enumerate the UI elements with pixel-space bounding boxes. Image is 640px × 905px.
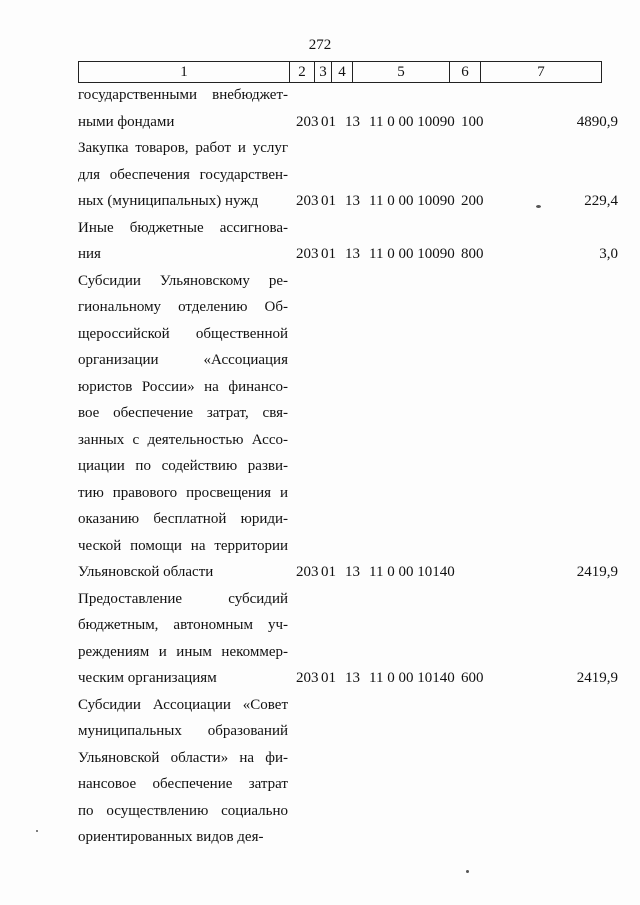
description-line: реждениям и иным некоммер- xyxy=(78,643,288,660)
description-line: оказанию бесплатной юриди- xyxy=(78,511,288,527)
cell-c7: 229,4 xyxy=(584,193,618,209)
row-codes xyxy=(288,665,618,692)
description-line: ния xyxy=(78,246,101,262)
cell-c5: 11 0 00 10090 xyxy=(369,193,455,209)
cell-c7: 4890,9 xyxy=(576,113,618,130)
description-line: циации по содействию разви- xyxy=(78,458,288,474)
description-line: юристов России» на финансо- xyxy=(78,378,288,395)
cell-c3 xyxy=(321,824,345,851)
table-row xyxy=(78,82,618,135)
description-line: организации «Ассоциация xyxy=(78,352,288,368)
cell-c6 xyxy=(461,824,501,851)
cell-c4 xyxy=(345,824,365,851)
description-line: Предоставление субсидий xyxy=(78,590,288,607)
cell-c5: 11 0 00 10090 xyxy=(369,113,455,130)
description-line: по осуществлению социально xyxy=(78,802,288,819)
row-description xyxy=(78,586,288,692)
table-row xyxy=(78,692,618,851)
header-col-6: 6 xyxy=(450,62,481,83)
table-row xyxy=(78,268,618,586)
description-line: Иные бюджетные ассигнова- xyxy=(78,219,288,236)
cell-c2: 203 xyxy=(296,113,319,130)
description-line: Закупка товаров, работ и услуг xyxy=(78,140,288,156)
cell-c6: 800 xyxy=(461,246,484,262)
cell-c4: 13 xyxy=(345,564,360,580)
row-codes xyxy=(288,109,618,136)
cell-c5: 11 0 00 10090 xyxy=(369,246,455,262)
row-codes xyxy=(288,824,618,851)
table-row xyxy=(78,586,618,692)
row-description xyxy=(78,268,288,586)
cell-c3: 01 xyxy=(321,670,336,686)
description-line: нансовое обеспечение затрат xyxy=(78,776,288,792)
cell-c7: 3,0 xyxy=(599,246,618,262)
cell-c2: 203 xyxy=(296,670,319,686)
row-codes xyxy=(288,241,618,268)
cell-c6: 600 xyxy=(461,670,484,686)
row-description xyxy=(78,692,288,851)
description-line: ориентированных видов дея- xyxy=(78,829,264,845)
description-line: ческой помощи на территории xyxy=(78,537,288,554)
header-col-5: 5 xyxy=(353,62,450,83)
cell-c3: 01 xyxy=(321,564,336,580)
description-line: муниципальных образований xyxy=(78,723,288,739)
cell-c3: 01 xyxy=(321,113,336,130)
cell-c6 xyxy=(461,559,501,586)
header-col-3: 3 xyxy=(315,62,332,83)
description-line: вое обеспечение затрат, свя- xyxy=(78,405,288,421)
cell-c3: 01 xyxy=(321,246,336,262)
description-line: ными фондами xyxy=(78,113,175,130)
cell-c4: 13 xyxy=(345,193,360,209)
cell-c5: 11 0 00 10140 xyxy=(369,564,455,580)
description-line: Ульяновской области» на фи- xyxy=(78,749,288,766)
row-description xyxy=(78,215,288,268)
cell-c7: 2419,9 xyxy=(576,670,618,686)
cell-c2: 203 xyxy=(296,564,319,580)
scan-speck xyxy=(36,830,38,832)
scan-speck xyxy=(466,870,469,873)
cell-c7: 2419,9 xyxy=(576,564,618,580)
row-codes xyxy=(288,188,618,215)
description-line: Субсидии Ульяновскому ре- xyxy=(78,272,288,289)
budget-table-body xyxy=(78,82,618,851)
cell-c4: 13 xyxy=(345,246,360,262)
table-row xyxy=(78,215,618,268)
header-col-2: 2 xyxy=(290,62,315,83)
description-line: тию правового просвещения и xyxy=(78,484,288,501)
cell-c5 xyxy=(365,824,461,851)
cell-c6: 200 xyxy=(461,193,484,209)
description-line: для обеспечения государствен- xyxy=(78,166,288,183)
description-line: Субсидии Ассоциации «Совет xyxy=(78,696,288,713)
cell-c2: 203 xyxy=(296,193,319,209)
cell-c7 xyxy=(501,824,618,851)
page-number: 272 xyxy=(308,37,332,53)
row-codes xyxy=(288,559,618,586)
description-line: занных с деятельностью Ассо- xyxy=(78,431,288,448)
cell-c6: 100 xyxy=(461,113,484,130)
description-line: ческим организациям xyxy=(78,670,217,686)
description-line: бюджетным, автономным уч- xyxy=(78,617,288,633)
scan-speck xyxy=(536,205,541,208)
cell-c3: 01 xyxy=(321,193,336,209)
table-row xyxy=(78,135,618,215)
column-header-table xyxy=(78,61,602,83)
header-col-4: 4 xyxy=(332,62,353,83)
description-line: Ульяновской области xyxy=(78,564,214,580)
cell-c2 xyxy=(288,824,321,851)
description-line: щероссийской общественной xyxy=(78,325,288,342)
cell-c4: 13 xyxy=(345,113,360,130)
description-line: государственными внебюджет- xyxy=(78,87,288,103)
header-col-1: 1 xyxy=(79,62,290,83)
cell-c5: 11 0 00 10140 xyxy=(369,670,455,686)
description-line: гиональному отделению Об- xyxy=(78,299,288,315)
description-line: ных (муниципальных) нужд xyxy=(78,193,259,209)
row-description xyxy=(78,82,288,135)
header-col-7: 7 xyxy=(481,62,602,83)
cell-c4: 13 xyxy=(345,670,360,686)
row-description xyxy=(78,135,288,215)
cell-c2: 203 xyxy=(296,246,319,262)
